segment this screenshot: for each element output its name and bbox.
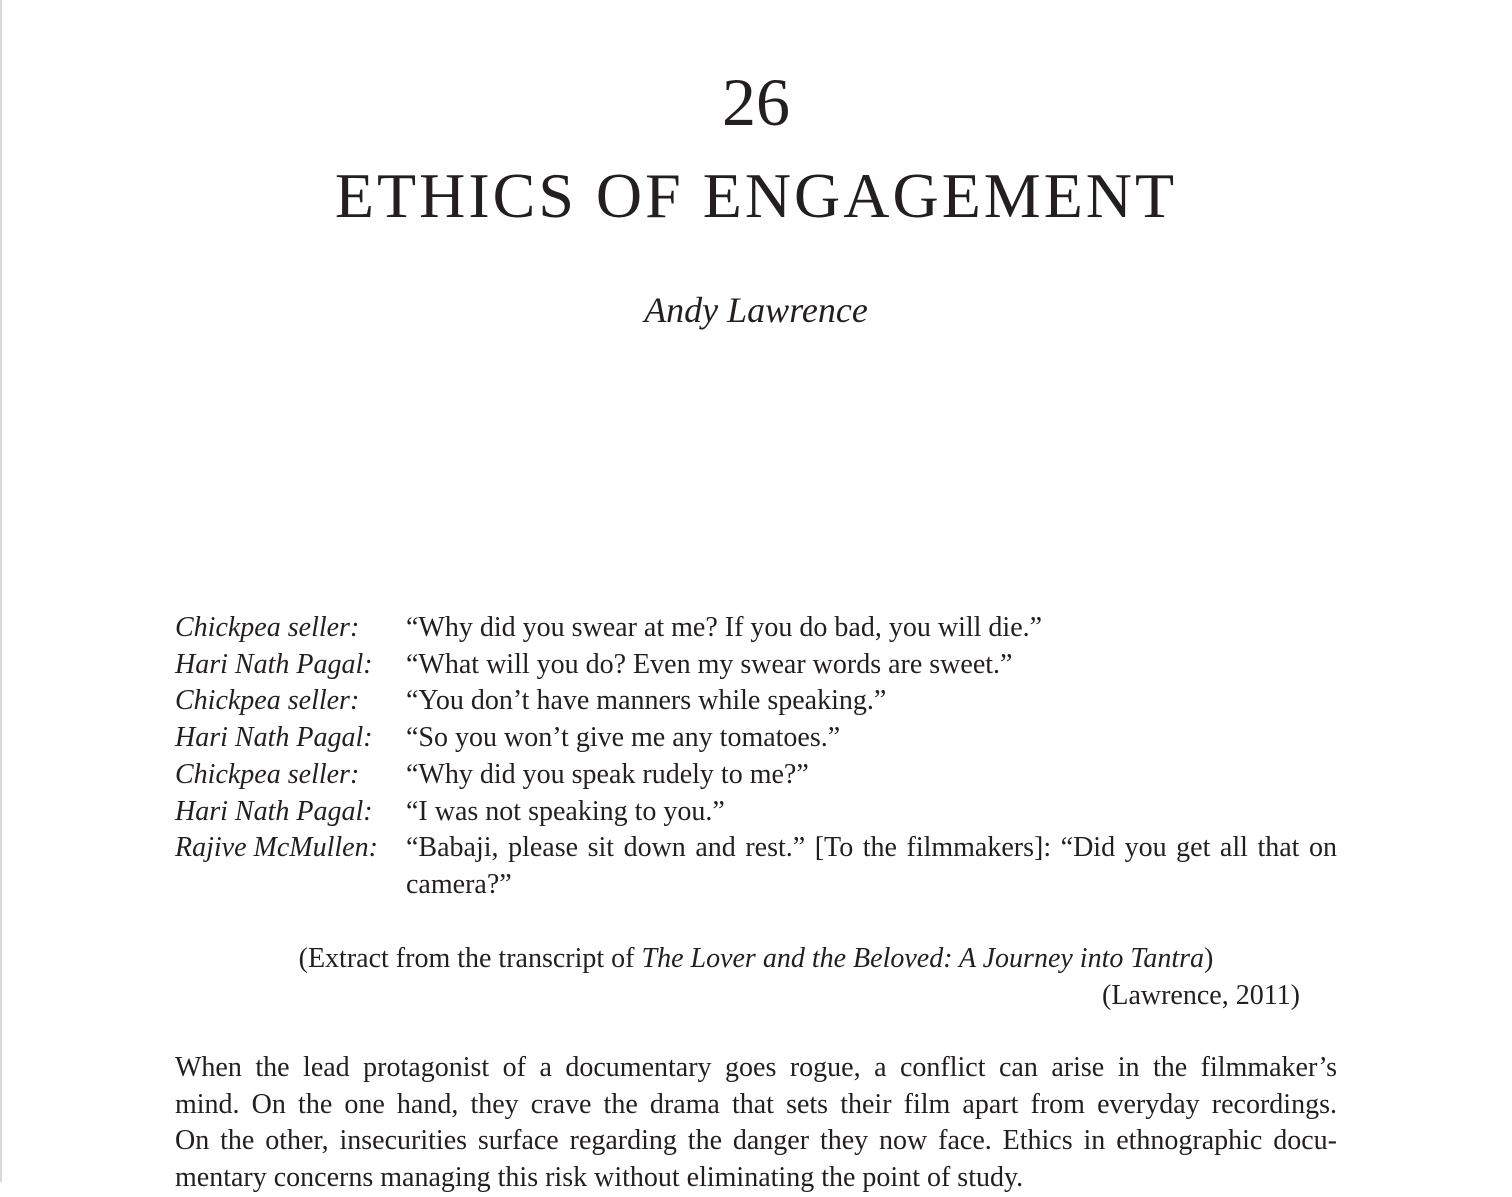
caption-film-title: The Lover and the Beloved: A Journey into Tantra [641, 943, 1205, 974]
dialogue-speaker: Hari Nath Pagal: [175, 722, 373, 754]
dialogue-row [175, 830, 1337, 903]
body-line: mind. On the one hand, they crave the drama that sets their film apart from everyday recordings. [175, 1088, 1337, 1120]
chapter-number: 26 [722, 64, 790, 140]
transcript-citation: (Lawrence, 2011) [1102, 980, 1300, 1011]
body-paragraph [175, 1050, 1337, 1197]
caption-prefix: (Extract from the transcript of [298, 943, 642, 974]
dialogue-speaker: Hari Nath Pagal: [175, 648, 373, 680]
dialogue-speaker: Chickpea seller: [175, 758, 360, 790]
dialogue-row [175, 683, 1337, 720]
chapter-title: ETHICS OF ENGAGEMENT [334, 160, 1178, 231]
body-line: On the other, insecurities surface regarding the danger they now face. Ethics in ethnographic docu- [175, 1125, 1337, 1157]
dialogue-row [175, 794, 1337, 831]
dialogue-line: “Why did you swear at me? If you do bad, you will die.” [406, 612, 1043, 643]
transcript-caption [175, 940, 1337, 977]
dialogue-row [175, 647, 1337, 684]
body-line: When the lead protagonist of a documentary goes rogue, a conflict can arise in the filmmaker’s [175, 1052, 1337, 1083]
dialogue-line: “Babaji, please sit down and rest.” [To the filmmakers]: “Did you get all that on camera?” [406, 832, 1337, 900]
dialogue-line: “So you won’t give me any tomatoes.” [406, 722, 841, 754]
dialogue-transcript [175, 610, 1337, 904]
dialogue-line: “What will you do? Even my swear words are sweet.” [406, 648, 1013, 680]
dialogue-line: “Why did you speak rudely to me?” [406, 758, 809, 790]
dialogue-speaker: Chickpea seller: [175, 685, 360, 717]
dialogue-row [175, 757, 1337, 794]
dialogue-speaker: Hari Nath Pagal: [175, 795, 373, 827]
dialogue-speaker: Rajive McMullen: [175, 832, 378, 864]
dialogue-speaker: Chickpea seller: [175, 612, 360, 643]
dialogue-line: “You don’t have manners while speaking.” [406, 685, 887, 717]
chapter-author: Andy Lawrence [644, 290, 868, 330]
caption-suffix: ) [1204, 943, 1214, 974]
dialogue-line: “I was not speaking to you.” [406, 795, 725, 827]
dialogue-row [175, 720, 1337, 757]
dialogue-row [175, 610, 1337, 647]
body-line: mentary concerns managing this risk without eliminating the point of study. [175, 1162, 1024, 1194]
